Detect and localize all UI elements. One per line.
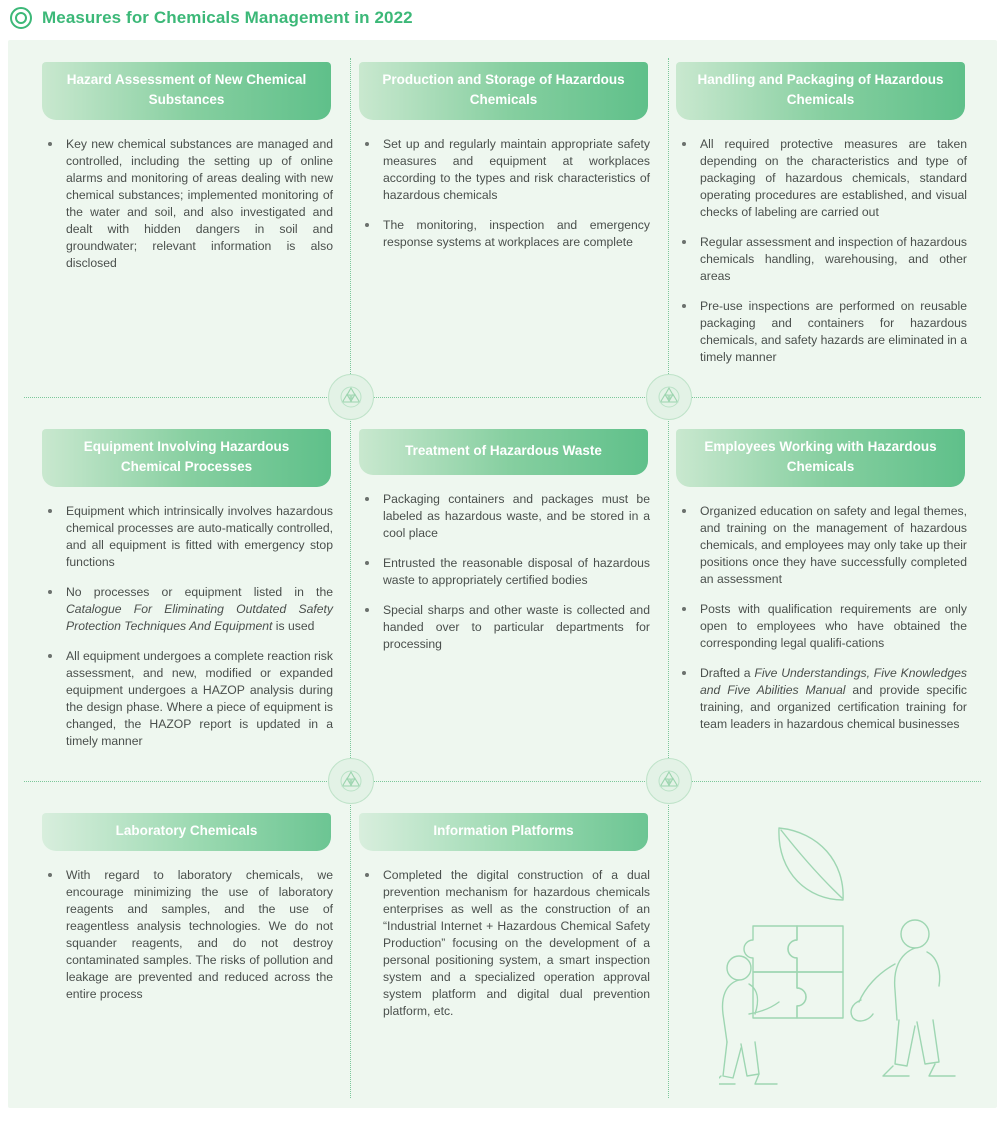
list-item: With regard to laboratory chemicals, we encourage minimizing the use of laboratory reagents and samples, and the use of reagentless analysis technologies. We do not squander reagents, and do not destroy contaminated samples. The risks of pollution and leakage are prevented and reduced across the entire process xyxy=(44,867,333,1003)
card-equipment-processes xyxy=(28,429,345,781)
card-information-platforms xyxy=(345,813,662,1033)
target-circle-icon xyxy=(10,7,32,29)
card-bullets xyxy=(353,136,654,251)
card-title: Equipment Involving Hazardous Chemical Processes xyxy=(42,429,331,487)
card-title: Laboratory Chemicals xyxy=(42,813,331,851)
list-item: Drafted a Five Understandings, Five Knowledges and Five Abilities Manual and provide specific training, and organized certification training for team leaders in hazardous chemical businesses xyxy=(678,665,967,733)
page-title: Measures for Chemicals Management in 2022 xyxy=(42,8,413,27)
card-bullets xyxy=(36,867,337,1003)
list-item: Key new chemical substances are managed and controlled, including the setting up of online alarms and monitoring of areas dealing with new chemical substances; implemented monitoring of the water and soil, and also investigated and dealt with hidden dangers in soil and groundwater; relevant information is also disclosed xyxy=(44,136,333,272)
card-bullets xyxy=(353,491,654,653)
card-bullets xyxy=(36,136,337,272)
card-hazard-assessment xyxy=(28,62,345,397)
list-item: No processes or equipment listed in the Catalogue For Eliminating Outdated Safety Protection Techniques And Equipment is used xyxy=(44,584,333,635)
list-item: Entrusted the reasonable disposal of hazardous waste to appropriately certified bodies xyxy=(361,555,650,589)
card-handling-packaging xyxy=(662,62,979,397)
list-item: Pre-use inspections are performed on reusable packaging and containers for hazardous chemicals, and safety hazards are eliminated in a timely manner xyxy=(678,298,967,366)
card-bullets xyxy=(670,136,971,366)
card-title: Treatment of Hazardous Waste xyxy=(359,429,648,475)
list-item: Set up and regularly maintain appropriate safety measures and equipment at workplaces according to the types and risk characteristics of hazardous chemicals xyxy=(361,136,650,204)
list-item: Special sharps and other waste is collected and handed over to particular departments for processing xyxy=(361,602,650,653)
card-laboratory-chemicals xyxy=(28,813,345,1033)
card-row xyxy=(26,62,979,397)
measures-board xyxy=(8,40,997,1108)
list-item: Packaging containers and packages must be labeled as hazardous waste, and be stored in a cool place xyxy=(361,491,650,542)
card-title: Employees Working with Hazardous Chemicals xyxy=(676,429,965,487)
cards-grid xyxy=(8,40,997,1043)
list-item: All required protective measures are taken depending on the characteristics and type of packaging of hazardous chemicals, standard operating procedures are established, and visual checks of labeling are carried out xyxy=(678,136,967,221)
page-header xyxy=(0,0,1005,40)
list-item: Completed the digital construction of a dual prevention mechanism for hazardous chemicals enterprises as well as the construction of an “Industrial Internet + Hazardous Chemical Safety Production” focusing on the development of a personal positioning system, a smart inspection system and a specialized operation approval system platform and digital dual prevention platform, etc. xyxy=(361,867,650,1020)
card-title: Information Platforms xyxy=(359,813,648,851)
list-item: The monitoring, inspection and emergency response systems at workplaces are complete xyxy=(361,217,650,251)
illustration-column xyxy=(662,813,979,1033)
card-bullets xyxy=(670,503,971,733)
list-item: Organized education on safety and legal themes, and training on the management of hazardous chemicals, and employees may only take up their positions once they have successfully completed an assessment xyxy=(678,503,967,588)
card-title: Hazard Assessment of New Chemical Substances xyxy=(42,62,331,120)
card-bullets xyxy=(353,867,654,1020)
card-bullets xyxy=(36,503,337,750)
card-row xyxy=(26,781,979,1033)
list-item: Regular assessment and inspection of hazardous chemicals handling, warehousing, and other areas xyxy=(678,234,967,285)
list-item: Posts with qualification requirements are only open to employees who have obtained the corresponding legal qualifi-cations xyxy=(678,601,967,652)
card-row xyxy=(26,397,979,781)
list-item: All equipment undergoes a complete reaction risk assessment, and new, modified or expanded equipment undergoes a HAZOP analysis during the design phase. Where a piece of equipment is changed, the HAZOP report is updated in a timely manner xyxy=(44,648,333,750)
card-title: Production and Storage of Hazardous Chemicals xyxy=(359,62,648,120)
card-hazardous-waste xyxy=(345,429,662,781)
card-production-storage xyxy=(345,62,662,397)
card-title: Handling and Packaging of Hazardous Chemicals xyxy=(676,62,965,120)
card-employees xyxy=(662,429,979,781)
list-item: Equipment which intrinsically involves hazardous chemical processes are auto-matically controlled, and all equipment is fitted with emergency stop functions xyxy=(44,503,333,571)
